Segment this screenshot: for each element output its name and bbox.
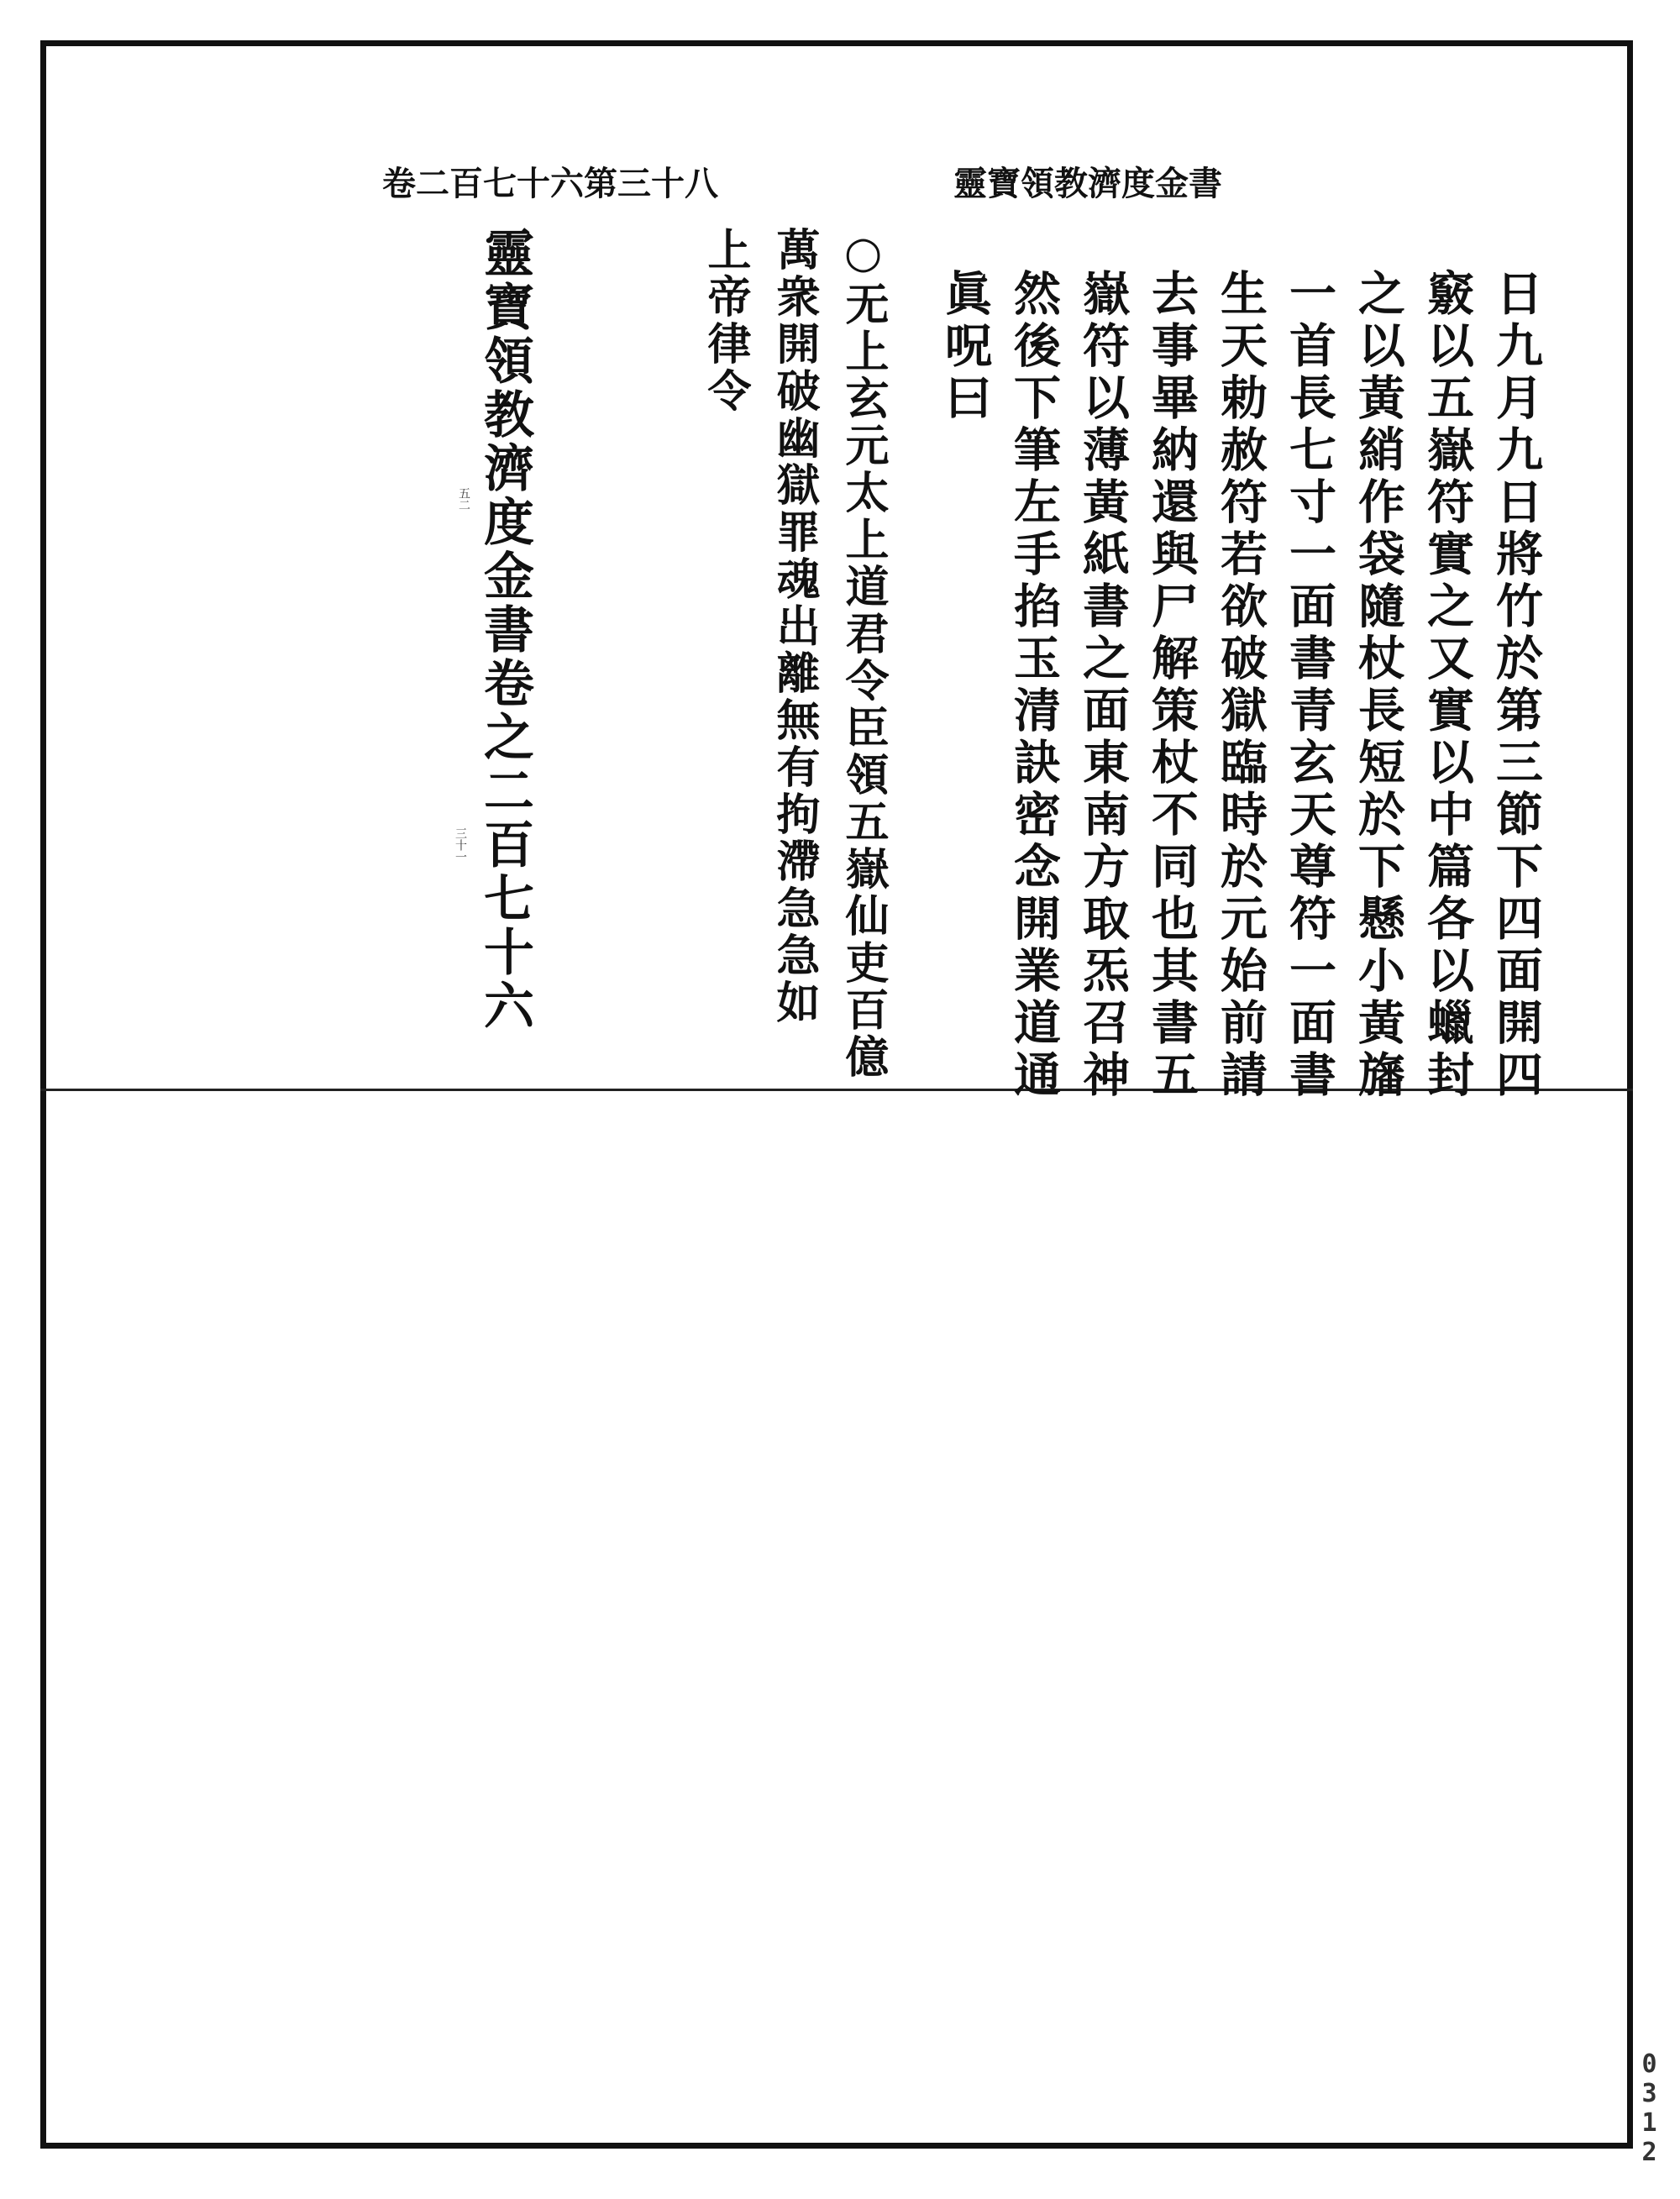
text-column-7: 嶽符以薄黃紙書之面東南方取炁召神 xyxy=(1075,269,1131,1102)
header-book-title: 靈寶領教濟度金書 xyxy=(953,163,1222,203)
text-column-2: 竅以五嶽符實之又實以中篇各以蠟封 xyxy=(1420,269,1475,1102)
margin-mark-lower: 三十一 xyxy=(454,827,467,863)
running-header xyxy=(382,155,1222,206)
text-column-8: 然後下筆左手掐玉清訣密念開業道通 xyxy=(1006,269,1062,1102)
text-column-1: 日九月九日將竹於第三節下四面開四 xyxy=(1488,269,1544,1102)
text-column-4: 一首長七寸一面書青玄天尊符一面書 xyxy=(1282,269,1337,1102)
text-column-6: 去事畢納還與尸解策杖不同也其書五 xyxy=(1144,269,1200,1102)
margin-mark-upper: 五二 xyxy=(457,487,470,511)
text-column-5: 生天勅赦符若欲破獄臨時於元始前請 xyxy=(1213,269,1268,1102)
incantation-column-3: 上帝律令 xyxy=(700,227,751,415)
end-title: 靈寶領教濟度金書卷之二百七十六 xyxy=(475,227,534,1033)
text-column-9: 眞呪曰 xyxy=(937,269,993,425)
text-column-3: 之以黃綃作袋隨杖長短於下懸小黃旛 xyxy=(1351,269,1406,1102)
incantation-column-2: 萬衆開破幽獄罪魂出離無有拘滯急急如 xyxy=(769,227,820,1026)
incantation-column-1: ○无上玄元太上道君令臣領五嶽仙吏百億 xyxy=(837,227,889,1081)
header-volume: 卷二百七十六第三十八 xyxy=(382,163,718,203)
page-number: 0312 xyxy=(1635,2049,1664,2167)
